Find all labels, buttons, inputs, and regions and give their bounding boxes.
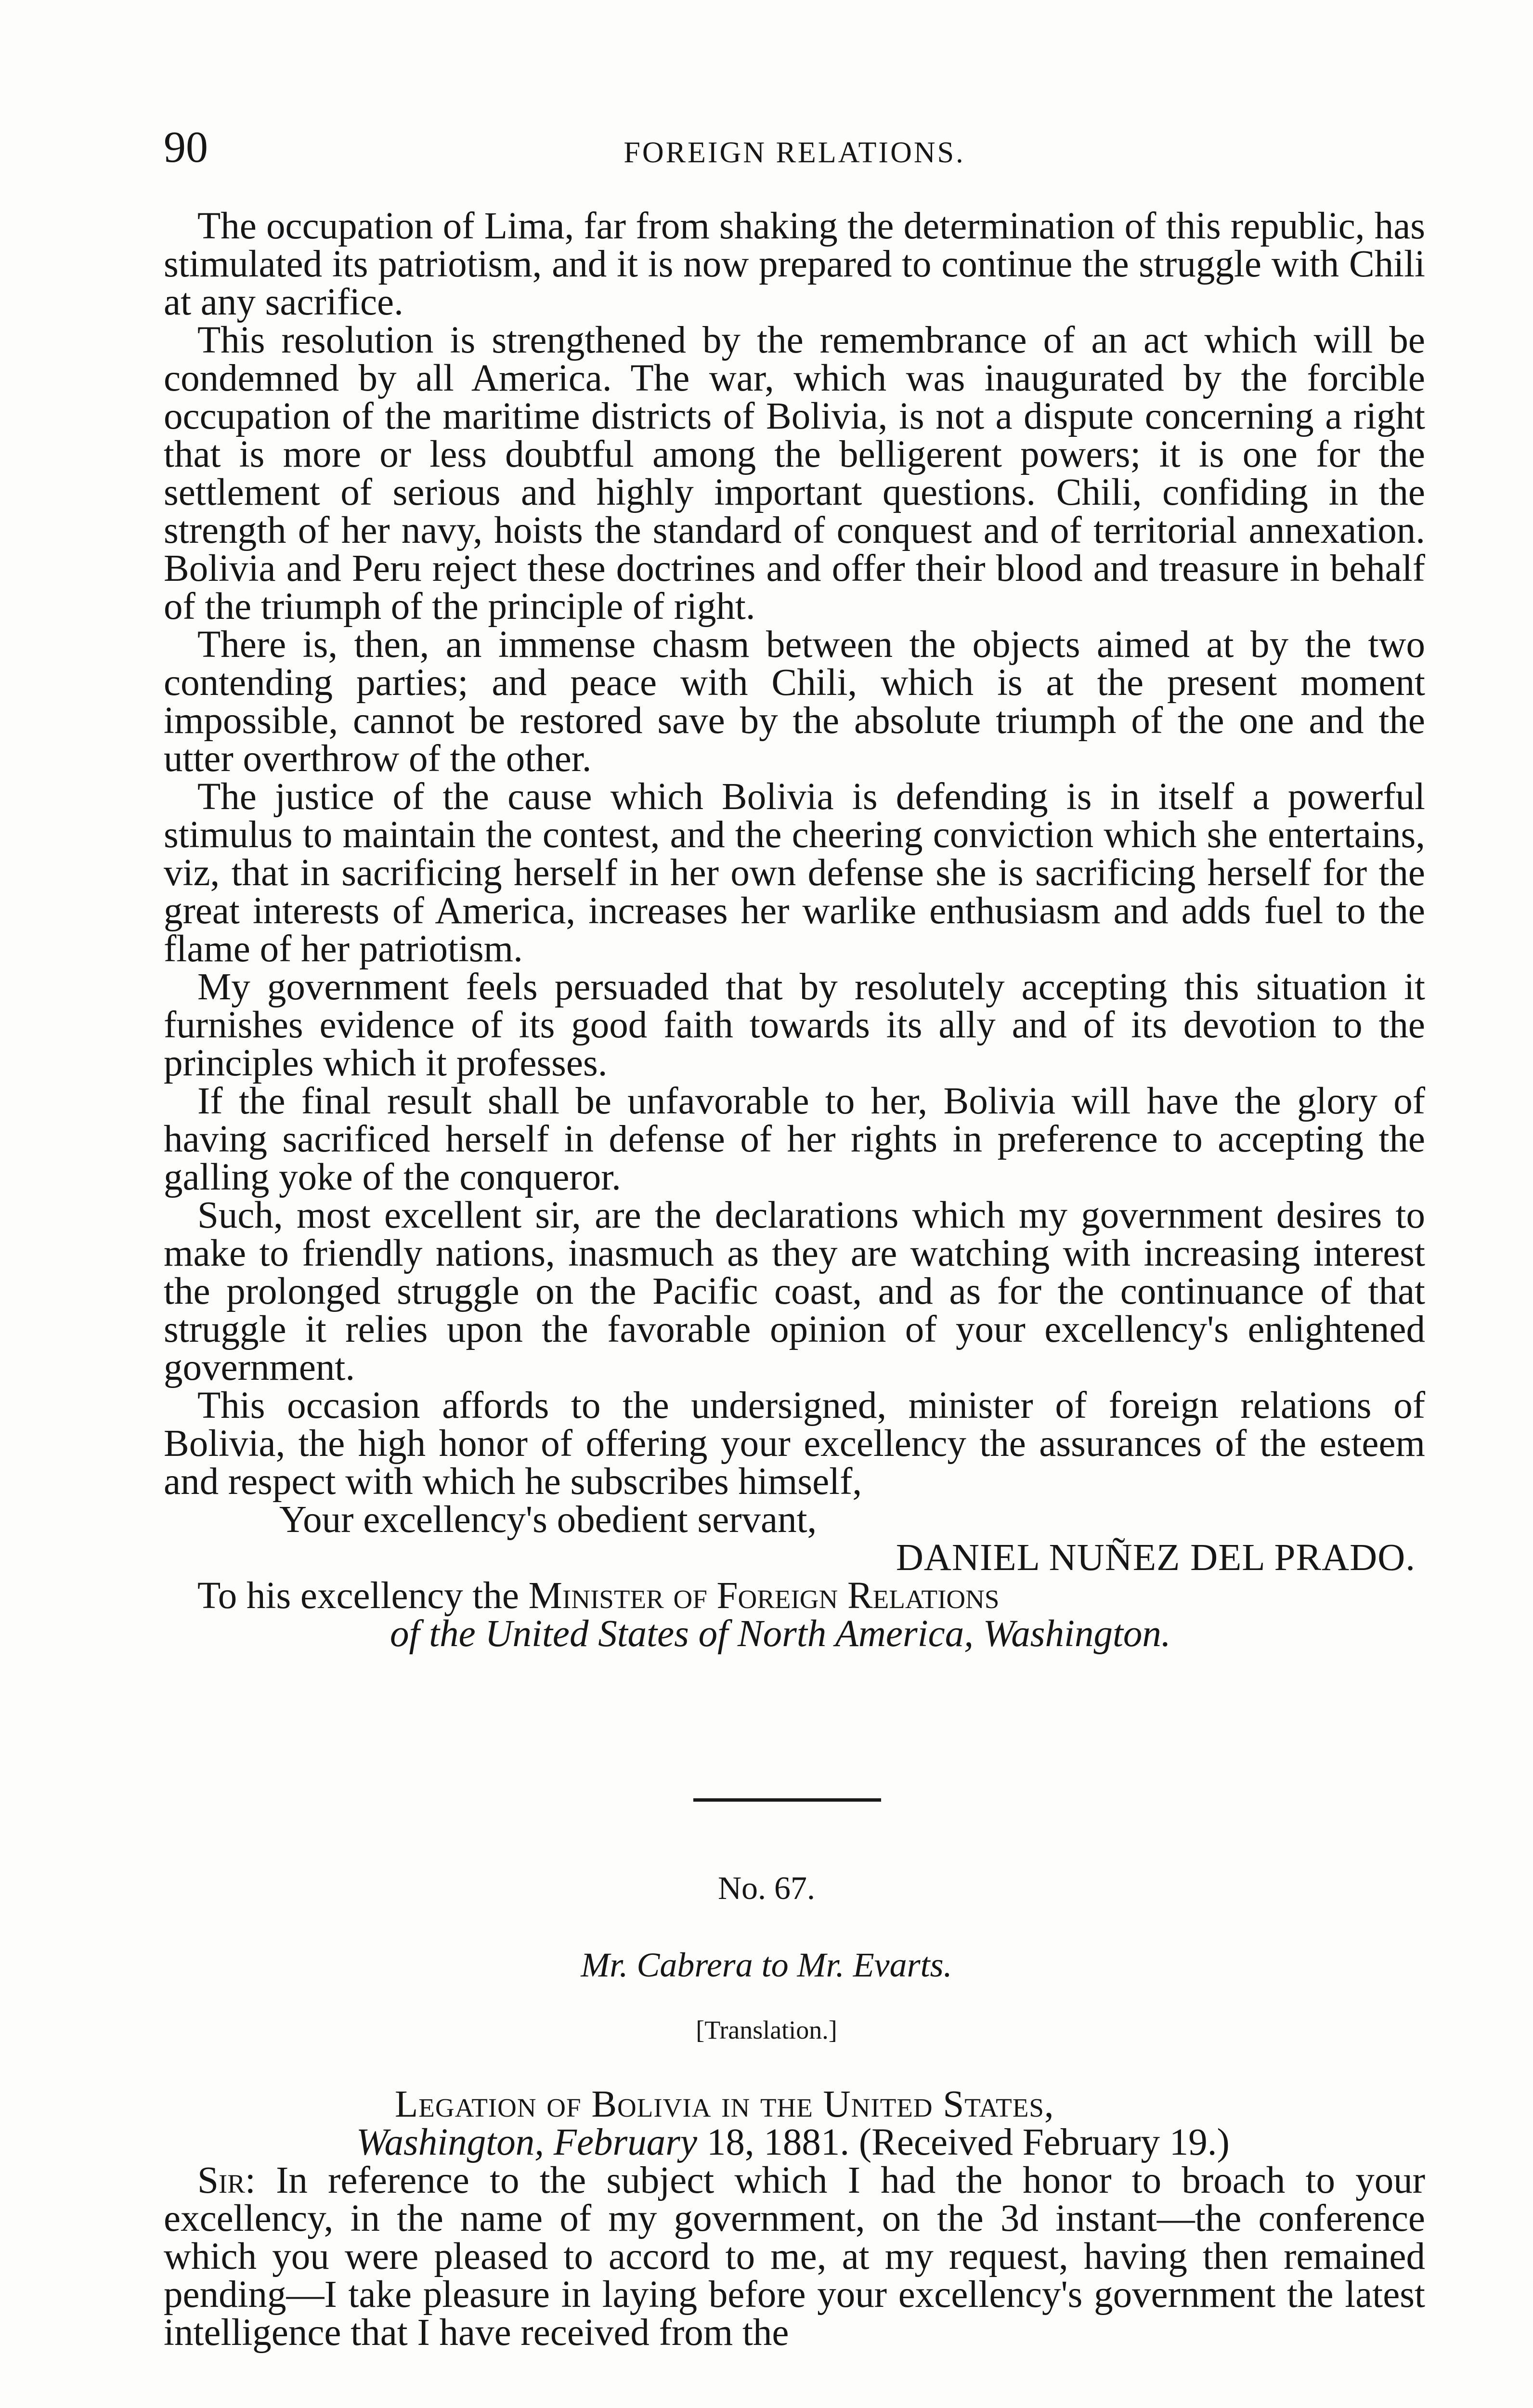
legation-heading: Legation of Bolivia in the United States, (395, 2083, 1054, 2125)
letter-closing: Your excellency's obedient servant, (279, 1499, 817, 1541)
dateline (164, 2123, 1425, 2161)
second-letter-body (164, 2085, 1425, 2352)
addressee-prefix: To his excellency the (197, 1575, 519, 1617)
addressee-line (164, 1577, 1425, 1615)
letter-paragraph: Such, most excellent sir, are the declarations which my government desires to make to friendly nations, inasmuch as they are watching with increasing interest the prolonged struggle on the Pacific coast, and as for the continuance of that struggle it relies upon the favorable opinion of your excellency's enlightened government. (164, 1194, 1425, 1388)
letter-paragraph: This occasion affords to the undersigned, minister of foreign relations of Bolivia, the high honor of offering your excellency the assurances of the esteem and respect with which he subscribes himself, (164, 1385, 1425, 1503)
dateline-rest: 18, 1881. (Received February 19.) (706, 2121, 1230, 2163)
letter-paragraph: The justice of the cause which Bolivia is defending is in itself a powerful stimulus to maintain the contest, and the cheering conviction which she entertains, viz, that in sacrificing herself in her own defense she is sacrificing herself for the great interests of America, increases her warlike enthusiasm and adds fuel to the flame of her patriotism. (164, 776, 1425, 970)
opening-text: In reference to the subject which I had the honor to broach to your excellency, in the name of my government, on the 3d instant—the conference which you were pleased to accord to me, at my request, having then remained pending—I take pleasure in laying before your excellency's government the latest intelligence that I have received from the (164, 2159, 1425, 2354)
opening-paragraph (164, 2161, 1425, 2352)
letter-paragraph: There is, then, an immense chasm between the objects aimed at by the two contending parties; and peace with Chili, which is at the present moment impossible, cannot be restored save by the absolute triumph of the one and the utter overthrow of the other. (164, 624, 1425, 780)
letter-signature: DANIEL NUÑEZ DEL PRADO. (896, 1537, 1416, 1579)
section-divider (693, 1798, 881, 1802)
addressee-title: Minister of Foreign Relations (528, 1575, 1000, 1617)
document-parties: Mr. Cabrera to Mr. Evarts. (581, 1946, 952, 1984)
translation-note: [Translation.] (696, 2015, 837, 2044)
running-head: FOREIGN RELATIONS. (624, 136, 965, 169)
page-header (164, 123, 1425, 181)
letter-paragraph: The occupation of Lima, far from shaking the determination of this republic, has stimulated its patriotism, and it is now prepared to continue the struggle with Chili at any sacrifice. (164, 205, 1425, 323)
addressee-location: of the United States of North America, Washington. (390, 1613, 1171, 1655)
letter-paragraph: If the final result shall be unfavorable to her, Bolivia will have the glory of having sacrificed herself in defense of her rights in preference to accepting the galling yoke of the conqueror. (164, 1080, 1425, 1198)
dateline-place: Washington, February (356, 2121, 698, 2163)
letter-body (164, 207, 1425, 1653)
letter-paragraph: My government feels persuaded that by resolutely accepting this situation it furnishes evidence of its good faith towards its ally and of its devotion to the principles which it professes. (164, 966, 1425, 1084)
letter-paragraph: This resolution is strengthened by the remembrance of an act which will be condemned by all America. The war, which was inaugurated by the forcible occupation of the maritime districts of Bolivia, is not a dispute concerning a right that is more or less doubtful among the belligerent powers; it is one for the settlement of serious and highly important questions. Chili, confiding in the strength of her navy, hoists the standard of conquest and of territorial annexation. Bolivia and Peru reject these doctrines and offer their blood and treasure in behalf of the triumph of the principle of right. (164, 319, 1425, 628)
salutation: Sir: (197, 2159, 256, 2201)
page-number: 90 (164, 122, 208, 171)
document-number: No. 67. (717, 1870, 816, 1906)
